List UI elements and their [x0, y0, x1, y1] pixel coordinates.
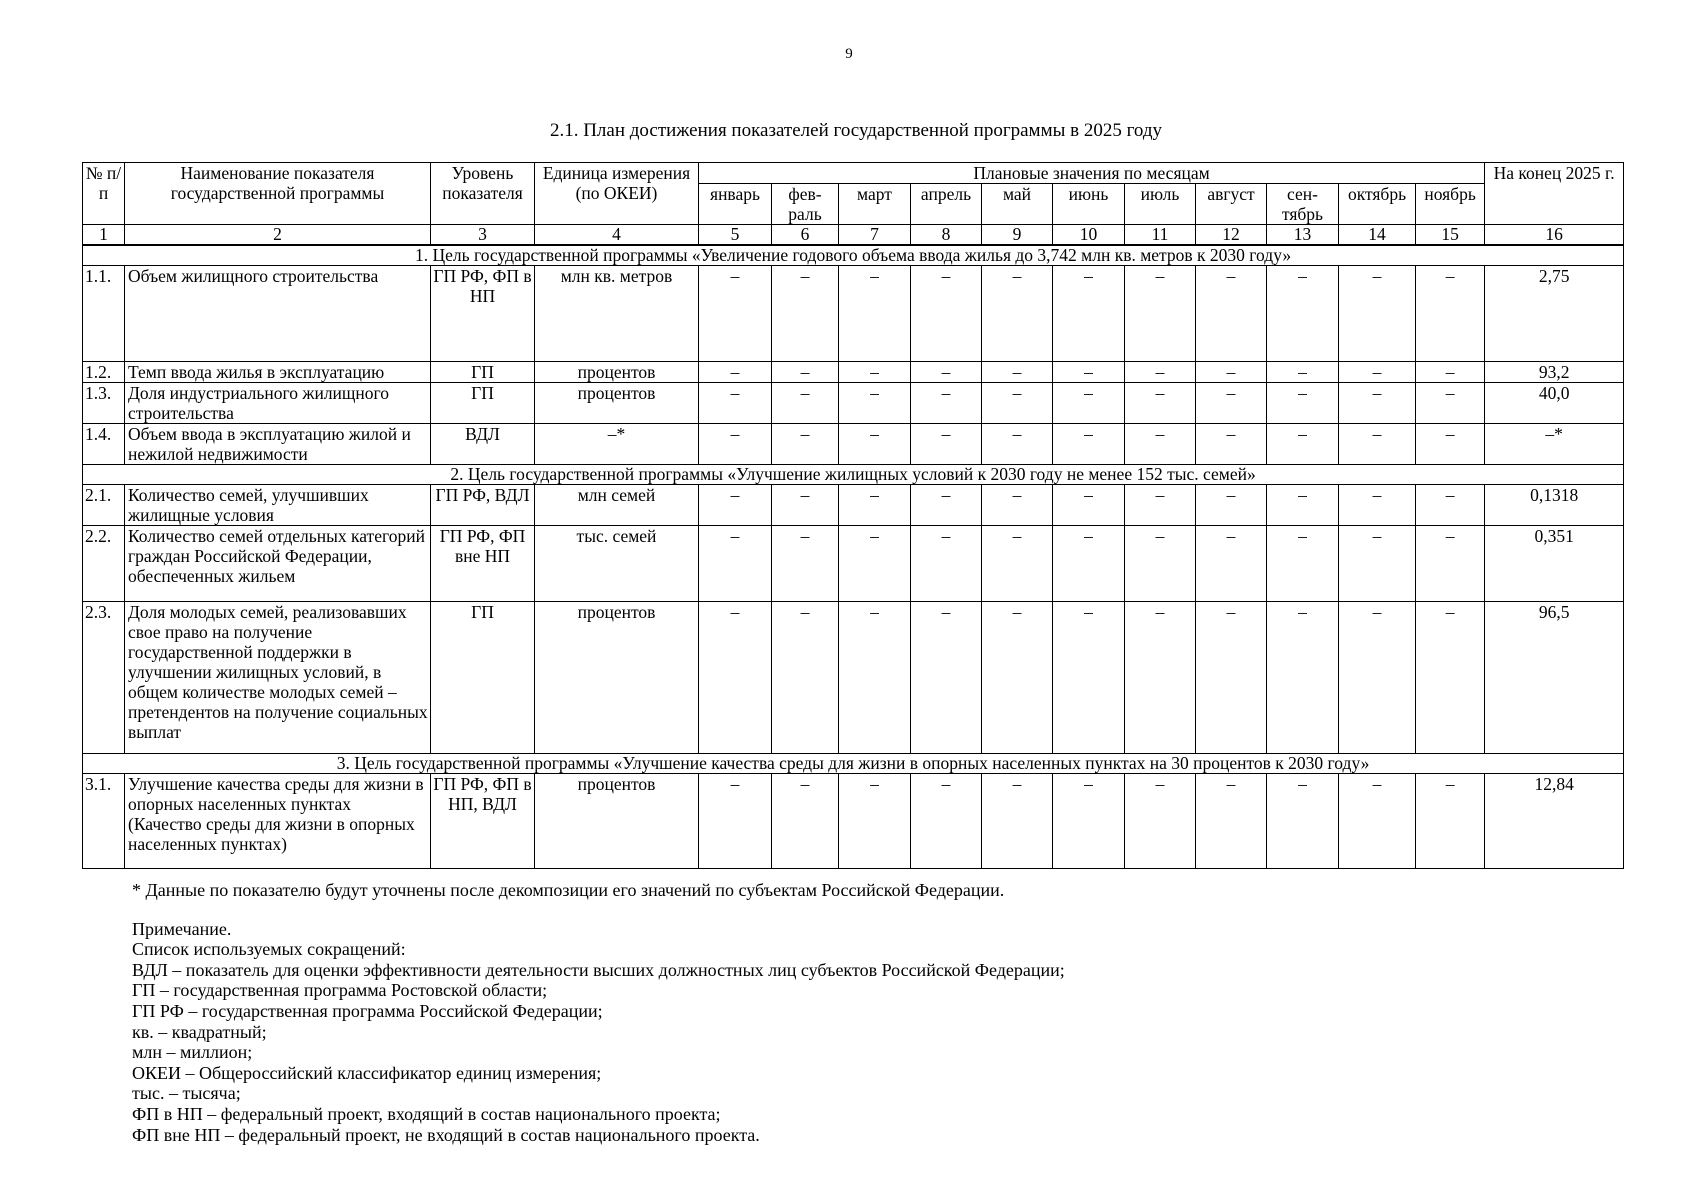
- month-header: июнь: [1053, 184, 1125, 225]
- header-name: Наименование показателя государственной программы: [125, 163, 431, 225]
- note-line: ГП РФ – государственная программа Российской Федерации;: [132, 1000, 603, 1021]
- month-header: ноябрь: [1416, 184, 1485, 225]
- indicator-level: ГП РФ, ФП в НП, ВДЛ: [431, 774, 535, 869]
- indicator-row: [83, 383, 1624, 424]
- monthly-value: –: [911, 485, 982, 526]
- column-number: 4: [535, 225, 699, 246]
- month-header: фев-раль: [772, 184, 839, 225]
- monthly-value: –: [911, 424, 982, 465]
- indicator-name: Темп ввода жилья в эксплуатацию: [125, 362, 431, 383]
- column-number: 2: [125, 225, 431, 246]
- monthly-value: –: [911, 362, 982, 383]
- year-end-value: 0,351: [1485, 526, 1624, 602]
- indicator-row: [83, 266, 1624, 362]
- indicator-number: 1.4.: [83, 424, 125, 465]
- year-end-value: 93,2: [1485, 362, 1624, 383]
- abbreviations-list: [132, 919, 1065, 1146]
- monthly-value: –: [1339, 774, 1416, 869]
- indicator-number: 1.1.: [83, 266, 125, 362]
- monthly-value: –: [839, 383, 911, 424]
- column-number: 9: [982, 225, 1053, 246]
- monthly-value: –: [1125, 602, 1196, 754]
- year-end-value: 40,0: [1485, 383, 1624, 424]
- indicator-number: 2.1.: [83, 485, 125, 526]
- column-number: 5: [699, 225, 772, 246]
- month-header: январь: [699, 184, 772, 225]
- month-header: май: [982, 184, 1053, 225]
- indicator-unit: процентов: [535, 774, 699, 869]
- monthly-value: –: [1416, 266, 1485, 362]
- monthly-value: –: [1267, 266, 1339, 362]
- monthly-value: –: [772, 602, 839, 754]
- monthly-value: –: [699, 266, 772, 362]
- monthly-value: –: [699, 485, 772, 526]
- monthly-value: –: [772, 424, 839, 465]
- monthly-value: –: [1267, 424, 1339, 465]
- monthly-value: –: [699, 383, 772, 424]
- goal-title: 1. Цель государственной программы «Увеличение годового объема ввода жилья до 3,742 млн кв. метров к 2030 году»: [83, 245, 1624, 266]
- monthly-value: –: [1196, 424, 1267, 465]
- monthly-value: –: [982, 383, 1053, 424]
- year-end-value: 0,1318: [1485, 485, 1624, 526]
- monthly-value: –: [699, 362, 772, 383]
- indicator-row: [83, 774, 1624, 869]
- column-number: 14: [1339, 225, 1416, 246]
- indicator-level: ГП РФ, ФП вне НП: [431, 526, 535, 602]
- monthly-value: –: [839, 602, 911, 754]
- monthly-value: –: [1196, 485, 1267, 526]
- monthly-value: –: [1053, 485, 1125, 526]
- indicator-unit: млн семей: [535, 485, 699, 526]
- column-number: 13: [1267, 225, 1339, 246]
- indicator-row: [83, 485, 1624, 526]
- year-end-value: 2,75: [1485, 266, 1624, 362]
- monthly-value: –: [1267, 485, 1339, 526]
- indicator-level: ГП: [431, 383, 535, 424]
- monthly-value: –: [1196, 266, 1267, 362]
- indicator-name: Количество семей, улучшивших жилищные условия: [125, 485, 431, 526]
- monthly-value: –: [1339, 424, 1416, 465]
- monthly-value: –: [1416, 602, 1485, 754]
- indicator-number: 3.1.: [83, 774, 125, 869]
- monthly-value: –: [1053, 383, 1125, 424]
- note-line: кв. – квадратный;: [132, 1021, 267, 1042]
- monthly-value: –: [1416, 774, 1485, 869]
- monthly-value: –: [1125, 383, 1196, 424]
- monthly-value: –: [911, 526, 982, 602]
- note-line: ВДЛ – показатель для оценки эффективности деятельности высших должностных лиц субъектов Российской Федерации;: [132, 959, 1065, 980]
- column-number: 3: [431, 225, 535, 246]
- indicator-name: Доля индустриального жилищного строительства: [125, 383, 431, 424]
- indicator-level: ГП РФ, ФП в НП: [431, 266, 535, 362]
- month-header: июль: [1125, 184, 1196, 225]
- indicator-number: 2.2.: [83, 526, 125, 602]
- monthly-value: –: [1339, 526, 1416, 602]
- monthly-value: –: [1339, 602, 1416, 754]
- monthly-value: –: [1267, 774, 1339, 869]
- indicator-name: Объем ввода в эксплуатацию жилой и нежилой недвижимости: [125, 424, 431, 465]
- column-number: 8: [911, 225, 982, 246]
- indicator-row: [83, 602, 1624, 754]
- monthly-value: –: [1416, 485, 1485, 526]
- month-header: март: [839, 184, 911, 225]
- note-line: ФП в НП – федеральный проект, входящий в состав национального проекта;: [132, 1103, 721, 1124]
- monthly-value: –: [911, 266, 982, 362]
- monthly-value: –: [772, 485, 839, 526]
- monthly-value: –: [839, 266, 911, 362]
- plan-table: [82, 162, 1624, 869]
- note-line: млн – миллион;: [132, 1042, 253, 1063]
- table-title: 2.1. План достижения показателей государственной программы в 2025 году: [549, 120, 1163, 141]
- header-level: Уровень показателя: [431, 163, 535, 225]
- indicator-level: ВДЛ: [431, 424, 535, 465]
- month-header: сен-тябрь: [1267, 184, 1339, 225]
- monthly-value: –: [1125, 424, 1196, 465]
- monthly-value: –: [839, 424, 911, 465]
- monthly-value: –: [699, 774, 772, 869]
- monthly-value: –: [839, 362, 911, 383]
- monthly-value: –: [839, 485, 911, 526]
- note-line: ГП – государственная программа Ростовской области;: [132, 980, 548, 1001]
- monthly-value: –: [772, 266, 839, 362]
- column-number-row: [83, 225, 1624, 246]
- header-row: [83, 163, 1624, 184]
- monthly-value: –: [982, 485, 1053, 526]
- monthly-value: –: [1196, 526, 1267, 602]
- column-number: 15: [1416, 225, 1485, 246]
- goal-row: [83, 245, 1624, 266]
- note-line: ФП вне НП – федеральный проект, не входящий в состав национального проекта.: [132, 1124, 760, 1145]
- month-header: август: [1196, 184, 1267, 225]
- year-end-value: 96,5: [1485, 602, 1624, 754]
- monthly-value: –: [1416, 424, 1485, 465]
- indicator-unit: млн кв. метров: [535, 266, 699, 362]
- monthly-value: –: [982, 526, 1053, 602]
- header-num: № п/п: [83, 163, 125, 225]
- monthly-value: –: [911, 774, 982, 869]
- monthly-value: –: [1267, 526, 1339, 602]
- column-number: 12: [1196, 225, 1267, 246]
- month-header: апрель: [911, 184, 982, 225]
- monthly-value: –: [911, 602, 982, 754]
- monthly-value: –: [1053, 266, 1125, 362]
- footnote: * Данные по показателю будут уточнены после декомпозиции его значений по субъектам Российской Федерации.: [132, 880, 1005, 900]
- monthly-value: –: [1267, 602, 1339, 754]
- monthly-value: –: [1267, 383, 1339, 424]
- indicator-unit: –*: [535, 424, 699, 465]
- monthly-value: –: [1053, 526, 1125, 602]
- column-number: 6: [772, 225, 839, 246]
- monthly-value: –: [1267, 362, 1339, 383]
- monthly-value: –: [1339, 383, 1416, 424]
- header-monthly: Плановые значения по месяцам: [699, 163, 1485, 184]
- monthly-value: –: [1053, 774, 1125, 869]
- indicator-unit: процентов: [535, 383, 699, 424]
- monthly-value: –: [982, 424, 1053, 465]
- year-end-value: –*: [1485, 424, 1624, 465]
- monthly-value: –: [839, 774, 911, 869]
- column-number: 11: [1125, 225, 1196, 246]
- monthly-value: –: [699, 526, 772, 602]
- monthly-value: –: [772, 774, 839, 869]
- goal-title: 2. Цель государственной программы «Улучшение жилищных условий к 2030 году не менее 152 тыс. семей»: [83, 465, 1624, 485]
- note-line: тыс. – тысяча;: [132, 1083, 241, 1104]
- monthly-value: –: [699, 602, 772, 754]
- monthly-value: –: [1053, 362, 1125, 383]
- monthly-value: –: [699, 424, 772, 465]
- monthly-value: –: [1416, 362, 1485, 383]
- monthly-value: –: [772, 526, 839, 602]
- monthly-value: –: [1196, 774, 1267, 869]
- monthly-value: –: [982, 362, 1053, 383]
- plan-table-body: [83, 163, 1624, 869]
- monthly-value: –: [1053, 602, 1125, 754]
- monthly-value: –: [1125, 485, 1196, 526]
- monthly-value: –: [1416, 383, 1485, 424]
- goal-title: 3. Цель государственной программы «Улучшение качества среды для жизни в опорных населенных пунктах на 30 процентов к 2030 году»: [83, 754, 1624, 774]
- monthly-value: –: [839, 526, 911, 602]
- monthly-value: –: [1196, 602, 1267, 754]
- monthly-value: –: [1339, 362, 1416, 383]
- monthly-value: –: [1339, 485, 1416, 526]
- monthly-value: –: [982, 602, 1053, 754]
- indicator-row: [83, 362, 1624, 383]
- header-end: На конец 2025 г.: [1485, 163, 1624, 225]
- year-end-value: 12,84: [1485, 774, 1624, 869]
- note-line: Список используемых сокращений:: [132, 939, 406, 960]
- monthly-value: –: [982, 774, 1053, 869]
- header-unit: Единица измерения (по ОКЕИ): [535, 163, 699, 225]
- monthly-value: –: [1125, 362, 1196, 383]
- column-number: 16: [1485, 225, 1624, 246]
- note-line: ОКЕИ – Общероссийский классификатор единиц измерения;: [132, 1062, 602, 1083]
- column-number: 7: [839, 225, 911, 246]
- indicator-name: Доля молодых семей, реализовавших свое право на получение государственной поддержки в улучшении жилищных условий, в общем количестве молодых семей – претендентов на получение социальных выплат: [125, 602, 431, 754]
- indicator-level: ГП РФ, ВДЛ: [431, 485, 535, 526]
- page-number: 9: [845, 46, 853, 62]
- monthly-value: –: [1125, 266, 1196, 362]
- indicator-level: ГП: [431, 602, 535, 754]
- monthly-value: –: [1053, 424, 1125, 465]
- indicator-unit: тыс. семей: [535, 526, 699, 602]
- monthly-value: –: [1196, 383, 1267, 424]
- indicator-number: 2.3.: [83, 602, 125, 754]
- monthly-value: –: [1125, 774, 1196, 869]
- notes-block: [132, 880, 1065, 1145]
- monthly-value: –: [772, 383, 839, 424]
- monthly-value: –: [1125, 526, 1196, 602]
- indicator-number: 1.2.: [83, 362, 125, 383]
- indicator-name: Количество семей отдельных категорий граждан Российской Федерации, обеспеченных жильем: [125, 526, 431, 602]
- indicator-row: [83, 526, 1624, 602]
- indicator-level: ГП: [431, 362, 535, 383]
- indicator-name: Улучшение качества среды для жизни в опорных населенных пунктах (Качество среды для жизни в опорных населенных пунктах): [125, 774, 431, 869]
- column-number: 10: [1053, 225, 1125, 246]
- indicator-row: [83, 424, 1624, 465]
- monthly-value: –: [1339, 266, 1416, 362]
- monthly-value: –: [911, 383, 982, 424]
- monthly-value: –: [982, 266, 1053, 362]
- monthly-value: –: [1416, 526, 1485, 602]
- indicator-unit: процентов: [535, 602, 699, 754]
- indicator-number: 1.3.: [83, 383, 125, 424]
- goal-row: [83, 465, 1624, 485]
- monthly-value: –: [1196, 362, 1267, 383]
- goal-row: [83, 754, 1624, 774]
- month-header: октябрь: [1339, 184, 1416, 225]
- column-number: 1: [83, 225, 125, 246]
- note-line: Примечание.: [132, 918, 232, 939]
- indicator-unit: процентов: [535, 362, 699, 383]
- indicator-name: Объем жилищного строительства: [125, 266, 431, 362]
- monthly-value: –: [772, 362, 839, 383]
